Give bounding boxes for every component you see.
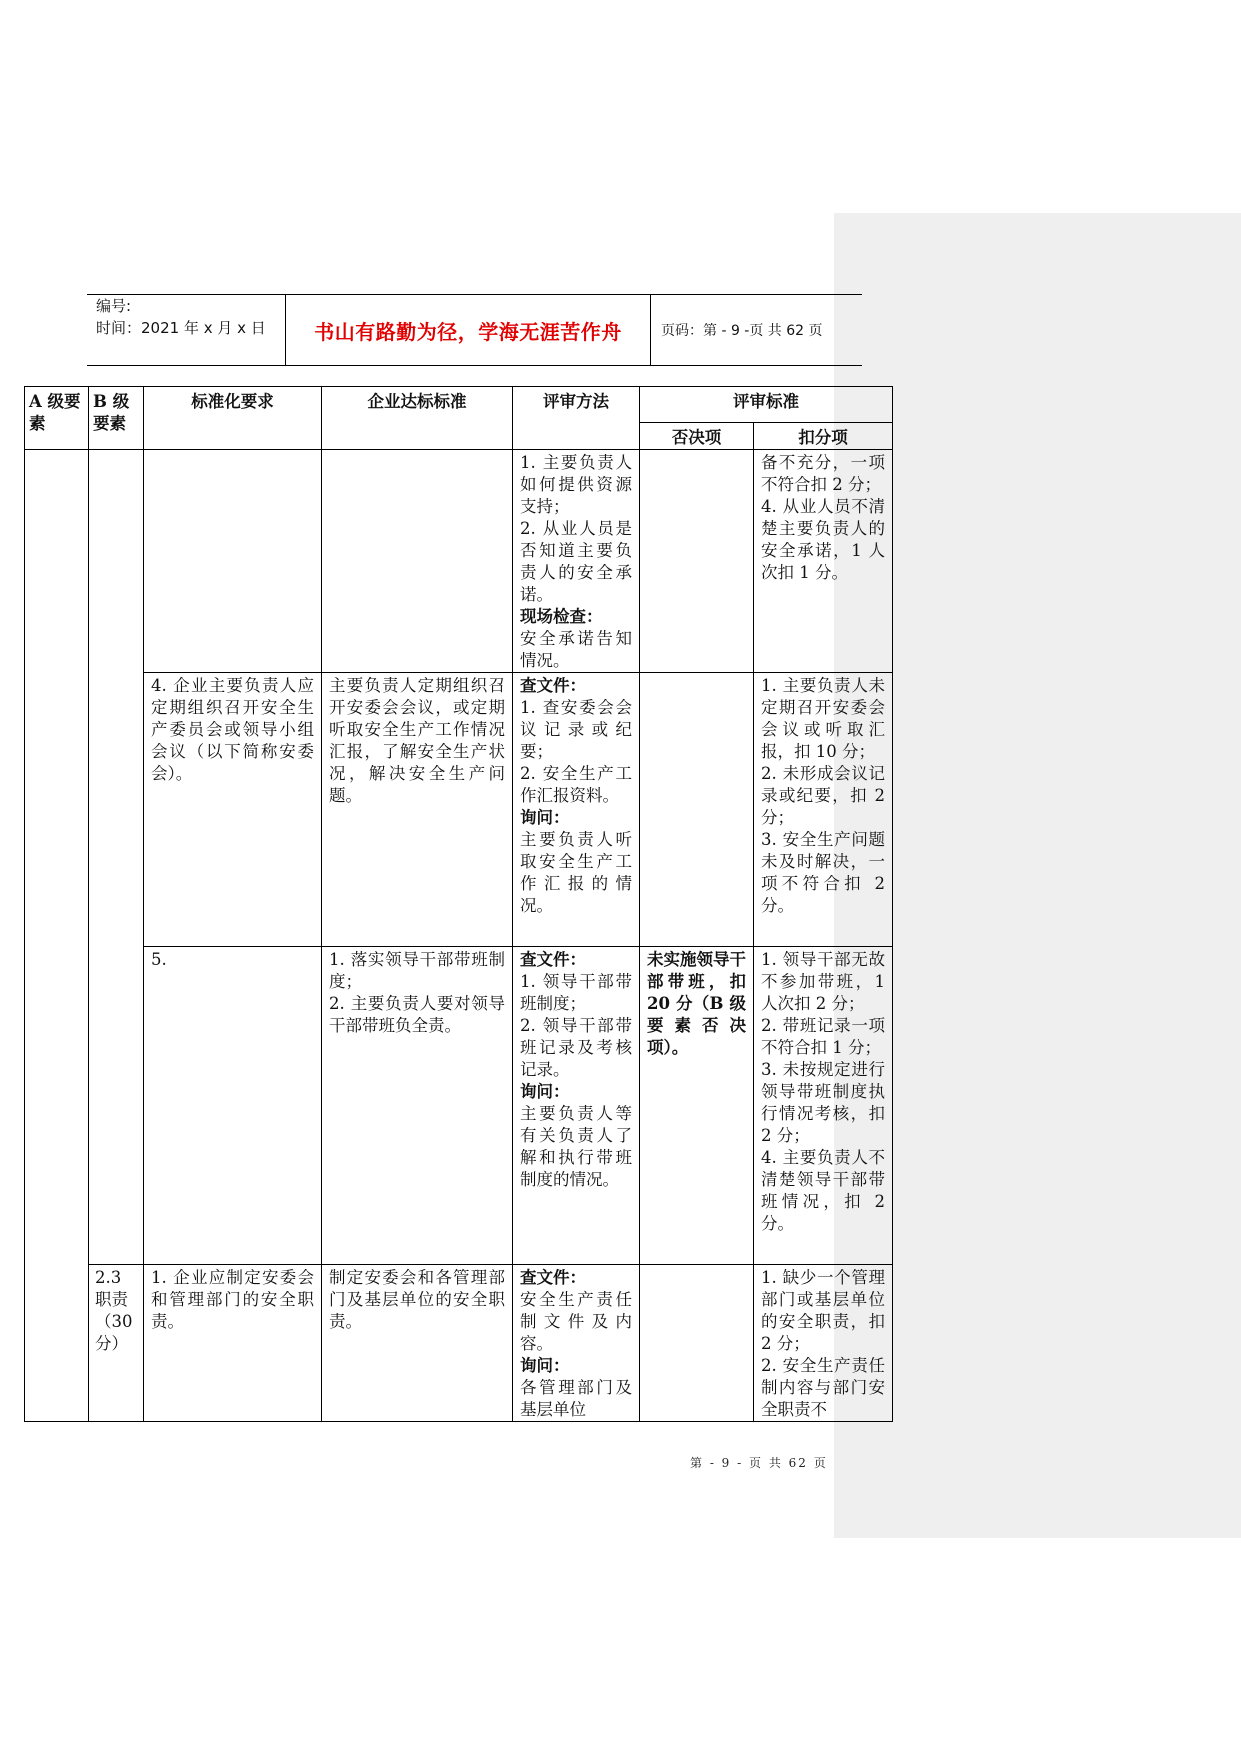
cell-deduction: 备不充分，一项不符合扣 2 分； 4. 从业人员不清楚主要负责人的安全承诺，1 人次扣 1 分。 [754, 450, 893, 673]
cell-requirement: 4. 企业主要负责人应定期组织召开安全生产委员会或领导小组会议（以下简称安委会）。 [144, 673, 322, 947]
id-label: 编号: [96, 297, 132, 315]
time-label: 时间：2021 年 x 月 x 日 [96, 319, 266, 337]
col-criteria: 评审标准 [640, 387, 893, 423]
col-b-level: B 级要素 [89, 387, 144, 450]
cell-requirement [144, 450, 322, 673]
cell-method: 查文件： 1. 查安委会会议记录或纪要； 2. 安全生产工作汇报资料。 询问： 主要负责人听取安全生产工作汇报的情况。 [513, 673, 640, 947]
col-method: 评审方法 [513, 387, 640, 450]
table-row [25, 450, 893, 673]
cell-veto: 未实施领导干部带班，扣 20 分（B 级要素否决项）。 [640, 947, 754, 1265]
cell-method: 查文件： 安全生产责任制文件及内容。 询问： 各管理部门及基层单位 [513, 1265, 640, 1422]
cell-method: 1. 主要负责人如何提供资源支持； 2. 从业人员是否知道主要负责人的安全承诺。 现场检查： 安全承诺告知情况。 [513, 450, 640, 673]
cell-standard: 制定安委会和各管理部门及基层单位的安全职责。 [322, 1265, 513, 1422]
col-a-level: A 级要素 [25, 387, 89, 450]
cell-deduction: 1. 缺少一个管理部门或基层单位的安全职责，扣 2 分； 2. 安全生产责任制内容与部门安全职责不 [754, 1265, 893, 1422]
table-row [25, 1265, 893, 1422]
cell-standard [322, 450, 513, 673]
comment-sidebar [834, 213, 1241, 1538]
table-row [25, 673, 893, 947]
motto: 书山有路勤为径，学海无涯苦作舟 [314, 319, 622, 344]
cell-deduction: 1. 主要负责人未定期召开安委会会议或听取汇报，扣 10 分； 2. 未形成会议记录或纪要，扣 2 分； 3. 安全生产问题未及时解决，一项不符合扣 2 分。 [754, 673, 893, 947]
cell-veto [640, 450, 754, 673]
cell-veto [640, 673, 754, 947]
cell-veto [640, 1265, 754, 1422]
cell-b-level [89, 450, 144, 1265]
header-page-cell [651, 295, 862, 365]
header-meta [87, 295, 285, 365]
page-header [87, 294, 862, 366]
page-footer: 第 - 9 - 页 共 62 页 [690, 1456, 828, 1470]
header-motto-cell [285, 295, 651, 365]
cell-a-level [25, 450, 89, 1422]
col-deduction: 扣分项 [754, 423, 893, 450]
audit-table [24, 386, 893, 1422]
col-requirement: 标准化要求 [144, 387, 322, 450]
col-veto: 否决项 [640, 423, 754, 450]
cell-requirement: 1. 企业应制定安委会和管理部门的安全职责。 [144, 1265, 322, 1422]
cell-deduction: 1. 领导干部无故不参加带班，1 人次扣 2 分； 2. 带班记录一项不符合扣 1 分； 3. 未按规定进行领导带班制度执行情况考核，扣 2 分； 4. 主要负责人不清楚领导干部带班情况，扣 2 分。 [754, 947, 893, 1265]
table-row [25, 947, 893, 1265]
cell-requirement: 5. [144, 947, 322, 1265]
cell-standard: 主要负责人定期组织召开安委会会议，或定期听取安全生产工作情况汇报，了解安全生产状况，解决安全生产问题。 [322, 673, 513, 947]
cell-standard: 1. 落实领导干部带班制度； 2. 主要负责人要对领导干部带班负全责。 [322, 947, 513, 1265]
cell-b-level: 2.3 职责（30 分） [89, 1265, 144, 1422]
col-standard: 企业达标标准 [322, 387, 513, 450]
cell-method: 查文件： 1. 领导干部带班制度； 2. 领导干部带班记录及考核记录。 询问： 主要负责人等有关负责人了解和执行带班制度的情况。 [513, 947, 640, 1265]
page-label: 页码：第 - 9 -页 共 62 页 [661, 323, 823, 339]
